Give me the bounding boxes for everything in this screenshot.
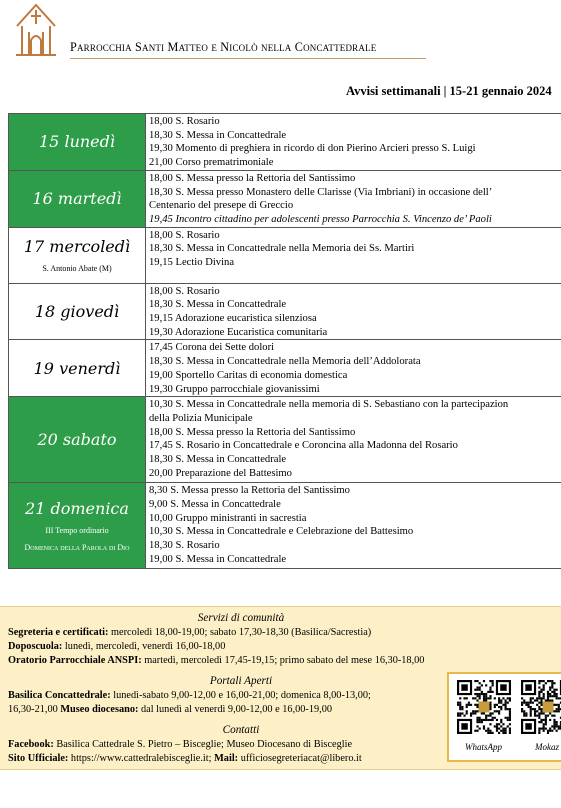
event-item: 19,00 S. Messa in Concattedrale xyxy=(149,553,287,565)
event-item: 19,45 Incontro cittadino per adolescenti presso Parrocchia S. Vincenzo de’ Paoli xyxy=(149,213,492,225)
day-cell xyxy=(9,170,146,227)
schedule-row xyxy=(9,283,561,340)
day-cell xyxy=(9,397,146,483)
sito-line xyxy=(8,753,362,764)
schedule-row xyxy=(9,483,561,569)
event-item: 10,00 Gruppo ministranti in sacrestia xyxy=(149,512,307,524)
day-liturgical-note: Domenica della Parola di Dio xyxy=(24,543,130,553)
segreteria-line xyxy=(8,627,371,638)
day-name: 17 mercoledì xyxy=(23,237,131,257)
mokaz-label: Mokaz xyxy=(535,742,559,752)
event-item: 19,30 Gruppo parrocchiale giovanissimi xyxy=(149,383,320,395)
event-item: 18,30 S. Messa in Concattedrale xyxy=(149,299,287,311)
services-title: Servizi di comunità xyxy=(197,612,285,624)
schedule-row xyxy=(9,397,561,483)
events-cell xyxy=(146,283,561,340)
museo-text: dal lunedì al venerdì 9,00-12,00 e 16,00-19,00 xyxy=(138,704,333,715)
facebook-label: Facebook: xyxy=(8,739,54,750)
museo-label: Museo diocesano: xyxy=(60,704,139,715)
doposcuola-label: Doposcuola: xyxy=(8,641,63,652)
events-cell xyxy=(146,227,561,283)
basilica-text: lunedì-sabato 9,00-12,00 e 16,00-21,00; domenica 8,00-13,00; xyxy=(110,690,371,701)
event-item: Centenario del presepe di Greccio xyxy=(149,200,294,212)
day-subtitle: III Tempo ordinario xyxy=(45,526,109,536)
day-name: 19 venerdì xyxy=(33,358,121,378)
day-name: 15 lunedì xyxy=(39,132,115,152)
facebook-line xyxy=(8,739,352,750)
basilica-line xyxy=(8,690,371,701)
event-item: 19,15 Lectio Divina xyxy=(149,257,235,269)
schedule-row xyxy=(9,114,561,171)
segreteria-label: Segreteria e certificati: xyxy=(8,627,109,638)
day-name: 20 sabato xyxy=(37,430,117,450)
event-item: 8,30 S. Messa presso la Rettoria del Santissimo xyxy=(149,485,350,497)
parish-title: Parrocchia Santi Matteo e Nicolò nella Concattedrale xyxy=(70,40,377,54)
facebook-text[interactable]: Basilica Cattedrale S. Pietro – Bisceglie; Museo Diocesano di Bisceglie xyxy=(53,739,353,750)
event-item: della Polizia Municipale xyxy=(149,412,253,424)
day-name: 16 martedì xyxy=(32,189,122,209)
event-item: 19,15 Adorazione eucaristica silenziosa xyxy=(149,313,317,325)
museo-line xyxy=(8,704,332,715)
whatsapp-label: WhatsApp xyxy=(465,742,502,752)
day-cell xyxy=(9,340,146,397)
events-cell xyxy=(146,170,561,227)
whatsapp-qr-code-icon[interactable] xyxy=(457,680,511,734)
event-item: 17,45 S. Rosario in Concattedrale e Coroncina alla Madonna del Rosario xyxy=(149,440,458,452)
basilica-label: Basilica Concattedrale: xyxy=(8,690,111,701)
event-item: 19,30 Momento di preghiera in ricordo di don Pierino Arcieri presso S. Luigi xyxy=(149,143,476,155)
event-item: 10,30 S. Messa in Concattedrale nella memoria di S. Sebastiano con la partecipazion xyxy=(149,399,509,411)
event-item: 18,00 S. Rosario xyxy=(149,285,220,297)
basilica-text-continued: 16,30-21,00 xyxy=(8,704,61,715)
event-item: 18,00 S. Rosario xyxy=(149,229,220,241)
event-item: 18,30 S. Messa presso Monastero delle Clarisse (Via Imbriani) in occasione dell’ xyxy=(149,186,493,198)
day-subtitle: S. Antonio Abate (M) xyxy=(42,264,112,274)
event-item: 9,00 S. Messa in Concattedrale xyxy=(149,498,281,510)
mail-label: Mail: xyxy=(214,753,239,764)
event-item: 18,00 S. Rosario xyxy=(149,116,220,127)
schedule-row xyxy=(9,170,561,227)
qr-codes-box xyxy=(447,672,561,762)
event-item: 20,00 Preparazione del Battesimo xyxy=(149,467,292,479)
schedule-row xyxy=(9,227,561,283)
day-cell xyxy=(9,283,146,340)
oratorio-label: Oratorio Parrocchiale ANSPI: xyxy=(8,655,142,666)
events-cell xyxy=(146,397,561,483)
event-item: 18,00 S. Messa presso la Rettoria del Santissimo xyxy=(149,172,356,184)
events-cell xyxy=(146,483,561,569)
website-link[interactable]: https://www.cattedralebisceglie.it; xyxy=(68,753,215,764)
oratorio-line xyxy=(8,655,424,666)
event-item: 18,30 S. Messa in Concattedrale xyxy=(149,129,287,141)
event-item: 18,30 S. Messa in Concattedrale nella Memoria dei Ss. Martiri xyxy=(149,243,415,255)
event-item: 17,45 Corona dei Sette dolori xyxy=(149,342,275,354)
event-item: 18,30 S. Rosario xyxy=(149,540,220,552)
day-cell xyxy=(9,227,146,283)
church-logo-icon xyxy=(14,2,58,58)
event-item: 21,00 Corso prematrimoniale xyxy=(149,157,274,169)
day-name: 18 giovedì xyxy=(34,302,120,322)
portali-title: Portali Aperti xyxy=(209,675,273,687)
events-cell xyxy=(146,340,561,397)
events-cell xyxy=(146,114,561,171)
mokaz-qr-code-icon[interactable] xyxy=(521,680,561,734)
event-item: 18,30 S. Messa in Concattedrale nella Memoria dell’Addolorata xyxy=(149,356,421,368)
weekly-schedule-table xyxy=(8,113,561,569)
sito-label: Sito Ufficiale: xyxy=(8,753,69,764)
oratorio-text: martedì, mercoledì 17,45-19,15; primo sabato del mese 16,30-18,00 xyxy=(141,655,425,666)
day-cell xyxy=(9,483,146,569)
event-item: 19,30 Adorazione Eucaristica comunitaria xyxy=(149,326,328,338)
doposcuola-text: lunedì, mercoledì, venerdì 16,00-18,00 xyxy=(62,641,226,652)
event-item: 10,30 S. Messa in Concattedrale e Celebrazione del Battesimo xyxy=(149,526,414,538)
header xyxy=(14,2,561,66)
email-link[interactable]: ufficiosegreteriacat@libero.it xyxy=(238,753,362,764)
header-divider xyxy=(70,58,426,59)
event-item: 18,00 S. Messa presso la Rettoria del Santissimo xyxy=(149,426,356,438)
doposcuola-line xyxy=(8,641,225,652)
week-title: Avvisi settimanali | 15-21 gennaio 2024 xyxy=(346,84,552,98)
event-item: 19,00 Sportello Caritas di economia domestica xyxy=(149,369,348,381)
day-cell xyxy=(9,114,146,171)
event-item: 18,30 S. Messa in Concattedrale xyxy=(149,454,287,466)
day-name: 21 domenica xyxy=(25,499,129,519)
schedule-row xyxy=(9,340,561,397)
segreteria-text: mercoledì 18,00-19,00; sabato 17,30-18,30 (Basilica/Sacrestia) xyxy=(108,627,372,638)
contatti-title: Contatti xyxy=(222,724,260,736)
